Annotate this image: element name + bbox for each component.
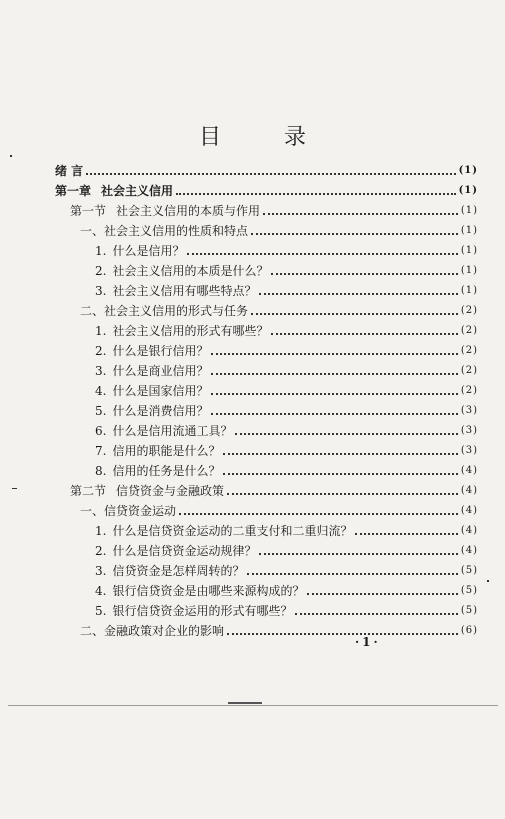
dot-leader	[271, 273, 457, 275]
toc-entry-number: 1.	[95, 244, 107, 258]
toc-entry-page: (3)	[460, 445, 478, 456]
dot-leader	[179, 513, 458, 515]
toc-entry-page: (1)	[458, 165, 478, 176]
toc-entry-number: 3.	[95, 364, 107, 378]
dot-leader	[247, 573, 457, 575]
toc-entry-label: 社会主义信用	[101, 184, 174, 198]
toc-entry-page: (1)	[460, 245, 478, 256]
toc-entry-number: 第二节	[70, 484, 107, 498]
toc-entry	[95, 600, 478, 618]
toc-entry	[95, 380, 478, 398]
toc-entry	[80, 300, 478, 318]
toc-entry-number: 4.	[95, 384, 107, 398]
toc-entry-label: 银行信贷资金是由哪些来源构成的？	[112, 584, 305, 598]
dot-leader	[176, 193, 456, 195]
dot-leader	[86, 173, 455, 175]
toc-entry-page: (1)	[458, 185, 478, 196]
toc-entry-number: 2.	[95, 264, 107, 278]
toc-entry	[80, 500, 478, 518]
dot-leader	[223, 473, 457, 475]
toc-entry-page: (4)	[460, 505, 478, 516]
toc-entry	[95, 460, 478, 478]
toc-entry	[70, 480, 478, 498]
dot-leader	[251, 233, 458, 235]
toc-entry-page: (1)	[460, 265, 478, 276]
dot-leader	[211, 413, 457, 415]
toc-entry-page: (2)	[460, 345, 478, 356]
toc-entry	[55, 160, 478, 178]
toc-entry-label: 银行信贷资金运用的形式有哪些？	[112, 604, 293, 618]
dot-leader	[355, 533, 457, 535]
dot-leader	[263, 213, 458, 215]
toc-entry-page: (6)	[460, 625, 478, 636]
dot-leader	[259, 553, 457, 555]
toc-entry-number: 第一章	[55, 184, 92, 198]
page-number: ·1·	[355, 635, 381, 649]
toc-entry-number: 8.	[95, 464, 107, 478]
toc-entry-label: 什么是信贷资金运动规律？	[112, 544, 257, 558]
toc-entry	[95, 280, 478, 298]
toc-entry	[95, 340, 478, 358]
toc-entry-label: 什么是信用？	[112, 244, 185, 258]
toc-entry-label: 社会主义信用的本质与作用	[116, 204, 261, 218]
toc-entry-number: 3.	[95, 284, 107, 298]
toc-entry-number: 1.	[95, 524, 107, 538]
dot-leader	[211, 353, 457, 355]
page-title: 目 录	[199, 125, 334, 150]
toc-entry	[95, 560, 478, 578]
toc-entry-label: 社会主义信用有哪些特点？	[112, 284, 257, 298]
toc-entry-number: 2.	[95, 544, 107, 558]
toc-entry-label: 什么是国家信用？	[112, 384, 209, 398]
toc-entry-page: (4)	[460, 525, 478, 536]
toc-entry-page: (1)	[460, 285, 478, 296]
toc-entry-number: 7.	[95, 444, 107, 458]
toc-entry	[95, 420, 478, 438]
toc-entry-number: 5.	[95, 404, 107, 418]
toc-entry-label: 社会主义信用的本质是什么？	[112, 264, 269, 278]
toc-entry-page: (1)	[460, 225, 478, 236]
toc-entry-page: (3)	[460, 405, 478, 416]
toc-entry-label: 二、金融政策对企业的影响	[80, 624, 225, 638]
toc-entry-page: (5)	[460, 565, 478, 576]
toc-entry-label: 一、信贷资金运动	[80, 504, 177, 518]
dot-leader	[227, 493, 458, 495]
toc-entry-page: (2)	[460, 365, 478, 376]
toc-entry-label: 信用的职能是什么？	[112, 444, 221, 458]
toc-entry	[95, 520, 478, 538]
toc-entry	[95, 580, 478, 598]
toc-entry-number: 3.	[95, 564, 107, 578]
toc-entry	[55, 180, 478, 198]
dot-leader	[307, 593, 457, 595]
toc-entry-number: 6.	[95, 424, 107, 438]
toc-entry	[70, 200, 478, 218]
dot-leader	[259, 293, 457, 295]
dot-leader	[251, 313, 458, 315]
toc-entry-number: 5.	[95, 604, 107, 618]
scan-speck	[487, 580, 489, 582]
toc-entry-page: (5)	[460, 585, 478, 596]
toc-entry-page: (4)	[460, 545, 478, 556]
toc-entry-label: 什么是银行信用？	[112, 344, 209, 358]
toc-entry	[80, 220, 478, 238]
toc-entry-label: 什么是商业信用？	[112, 364, 209, 378]
bottom-rule	[8, 705, 498, 706]
toc-entry-label: 什么是信贷资金运动的二重支付和二重归流？	[112, 524, 353, 538]
toc-entry	[95, 540, 478, 558]
scan-speck	[12, 488, 17, 489]
toc-entry-page: (1)	[460, 205, 478, 216]
dot-leader	[235, 433, 457, 435]
toc-entry-label: 什么是信用流通工具？	[112, 424, 233, 438]
toc-entry-page: (2)	[460, 385, 478, 396]
toc-entry	[95, 260, 478, 278]
toc-entry-page: (4)	[460, 465, 478, 476]
toc-entry-number: 第一节	[70, 204, 107, 218]
toc-entry-label: 社会主义信用的形式有哪些？	[112, 324, 269, 338]
toc-entry-label: 信用的任务是什么？	[112, 464, 221, 478]
toc-entry-page: (5)	[460, 605, 478, 616]
toc-entry	[80, 620, 478, 638]
toc-entry	[95, 320, 478, 338]
scan-speck	[10, 155, 12, 157]
toc-entry-label: 一、社会主义信用的性质和特点	[80, 224, 249, 238]
toc-entry	[95, 400, 478, 418]
toc-entry-page: (2)	[460, 305, 478, 316]
toc-entry-page: (3)	[460, 425, 478, 436]
toc-entry-number: 4.	[95, 584, 107, 598]
toc-entry	[95, 440, 478, 458]
toc-entry-number: 1.	[95, 324, 107, 338]
toc-entry-label: 信贷资金是怎样周转的？	[112, 564, 245, 578]
toc-entry-label: 信贷资金与金融政策	[116, 484, 225, 498]
dot-leader	[295, 613, 457, 615]
toc-entry-page: (4)	[460, 485, 478, 496]
toc-entry-label: 绪 言	[55, 164, 84, 178]
dot-leader	[227, 633, 458, 635]
toc-entry	[95, 240, 478, 258]
dot-leader	[271, 333, 457, 335]
toc-entry-label: 二、社会主义信用的形式与任务	[80, 304, 249, 318]
dot-leader	[211, 393, 457, 395]
toc-entry-page: (2)	[460, 325, 478, 336]
bottom-rule-mark	[228, 702, 262, 704]
toc-entry	[95, 360, 478, 378]
dot-leader	[211, 373, 457, 375]
dot-leader	[223, 453, 457, 455]
dot-leader	[187, 253, 457, 255]
toc-entry-number: 2.	[95, 344, 107, 358]
toc-entry-label: 什么是消费信用？	[112, 404, 209, 418]
